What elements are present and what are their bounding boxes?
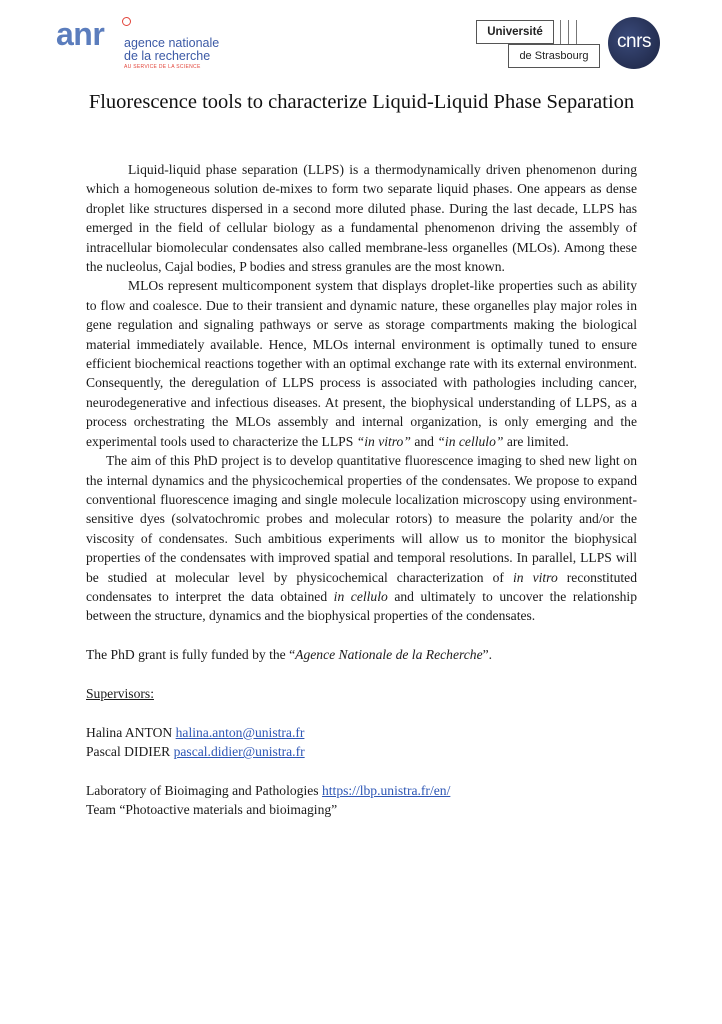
lab-row (86, 781, 637, 800)
unistra-logo-line1: Université (476, 20, 554, 44)
cnrs-logo-text: cnrs (617, 31, 651, 52)
anr-logo-line2: de la recherche (124, 49, 211, 63)
paragraph-aim-text-2: reconstituted condensates to interpret the data obtained (86, 569, 637, 604)
paragraph-aim (86, 451, 637, 626)
anr-logo-mark: anr (56, 16, 105, 52)
paragraph-mlos-end: are limited. (503, 433, 569, 449)
funding-prefix: The PhD grant is fully funded by the “ (86, 647, 296, 663)
supervisor-row (86, 723, 637, 742)
lab-name: Laboratory of Bioimaging and Pathologies (86, 782, 319, 798)
supervisor-email-link[interactable]: halina.anton@unistra.fr (175, 724, 305, 740)
funding-agency: Agence Nationale de la Recherche (295, 647, 483, 663)
paragraph-mlos-and: and (410, 433, 438, 449)
unistra-logo-bar (568, 20, 569, 44)
supervisor-row (86, 742, 637, 761)
paragraph-mlos-in-cellulo: “in cellulo” (437, 433, 504, 449)
supervisors-heading: Supervisors: (86, 685, 154, 701)
anr-logo-line1: agence nationale (124, 36, 220, 50)
paragraph-mlos-in-vitro: “in vitro” (356, 433, 411, 449)
registered-icon (122, 17, 131, 26)
team-name: Team “Photoactive materials and bioimaging” (86, 802, 338, 818)
funding-suffix: ”. (482, 647, 493, 663)
cnrs-logo (608, 17, 660, 69)
paragraph-intro: Liquid-liquid phase separation (LLPS) is a thermodynamically driven phenomenon during which a homogeneous solution de-mixes to form two separate liquid phases. One appears as dense droplet like structures dispersed in a second more diluted phase. During the last decade, LLPS has emerged in the field of cellular biology as a fundamental phenomenon driving the assembly of intracellular biomolecular condensates also called membrane-less organelles (MLOs). Among these the nucleolus, Cajal bodies, P bodies and stress granules are the most known. (86, 162, 637, 275)
paragraph-aim-in-vitro: in vitro (512, 569, 558, 585)
paragraph-aim-text-3: and ultimately to uncover the relationship between the structure, dynamics and the biophysical properties of the condensates. (86, 588, 637, 624)
paragraph-mlos-text: MLOs represent multicomponent system that displays droplet-like properties such as ability to flow and coalesce. Due to their transient and dynamic nature, these organelles play major roles in gene regulation and signaling pathways or serve as storage compartments making the biological material immediately available. Hence, MLOs internal environment is optimally tuned to ensure efficient biochemical reactions together with an optimal exchange rate with its external environment. Consequently, the deregulation of LLPS process is associated with pathologies including cancer, neurodegenerative and infectious diseases. At present, the biophysical understanding of LLPS, as a process orchestrating the MLOs assembly and internal organization, is only emerging and the experimental tools used to characterize the LLPS (86, 278, 637, 449)
document-body (86, 160, 637, 820)
page-title: Fluorescence tools to characterize Liquid-Liquid Phase Separation (88, 91, 635, 113)
supervisor-name: Pascal DIDIER (86, 744, 171, 760)
unistra-logo (476, 20, 600, 68)
anr-logo-tagline: AU SERVICE DE LA SCIENCE (124, 64, 201, 70)
supervisor-email-link[interactable]: pascal.didier@unistra.fr (173, 744, 305, 760)
supervisor-name: Halina ANTON (86, 724, 173, 740)
paragraph-aim-in-cellulo: in cellulo (333, 588, 388, 604)
paragraph-aim-text: The aim of this PhD project is to develop quantitative fluorescence imaging to shed new light on the internal dynamics and the physicochemical properties of the condensates. We propose to expand conventional fluorescence imaging and single molecule localization microscopy using environment-sensitive dyes (solvatochromic probes and molecular rotors) to measure the polarity and/or the viscosity of condensates. Such ambitious experiments will allow us to monitor the biophysical properties of the condensates with improved spatial and temporal resolutions. In parallel, LLPS will be studied at molecular level by physicochemical characterization of (86, 453, 637, 585)
anr-logo (56, 17, 226, 69)
lab-website-link[interactable]: https://lbp.unistra.fr/en/ (321, 782, 451, 798)
funding-statement (86, 645, 637, 664)
unistra-logo-line2: de Strasbourg (508, 44, 600, 68)
paragraph-mlos (86, 276, 637, 451)
unistra-logo-bar (576, 20, 577, 44)
unistra-logo-bar (560, 20, 561, 44)
